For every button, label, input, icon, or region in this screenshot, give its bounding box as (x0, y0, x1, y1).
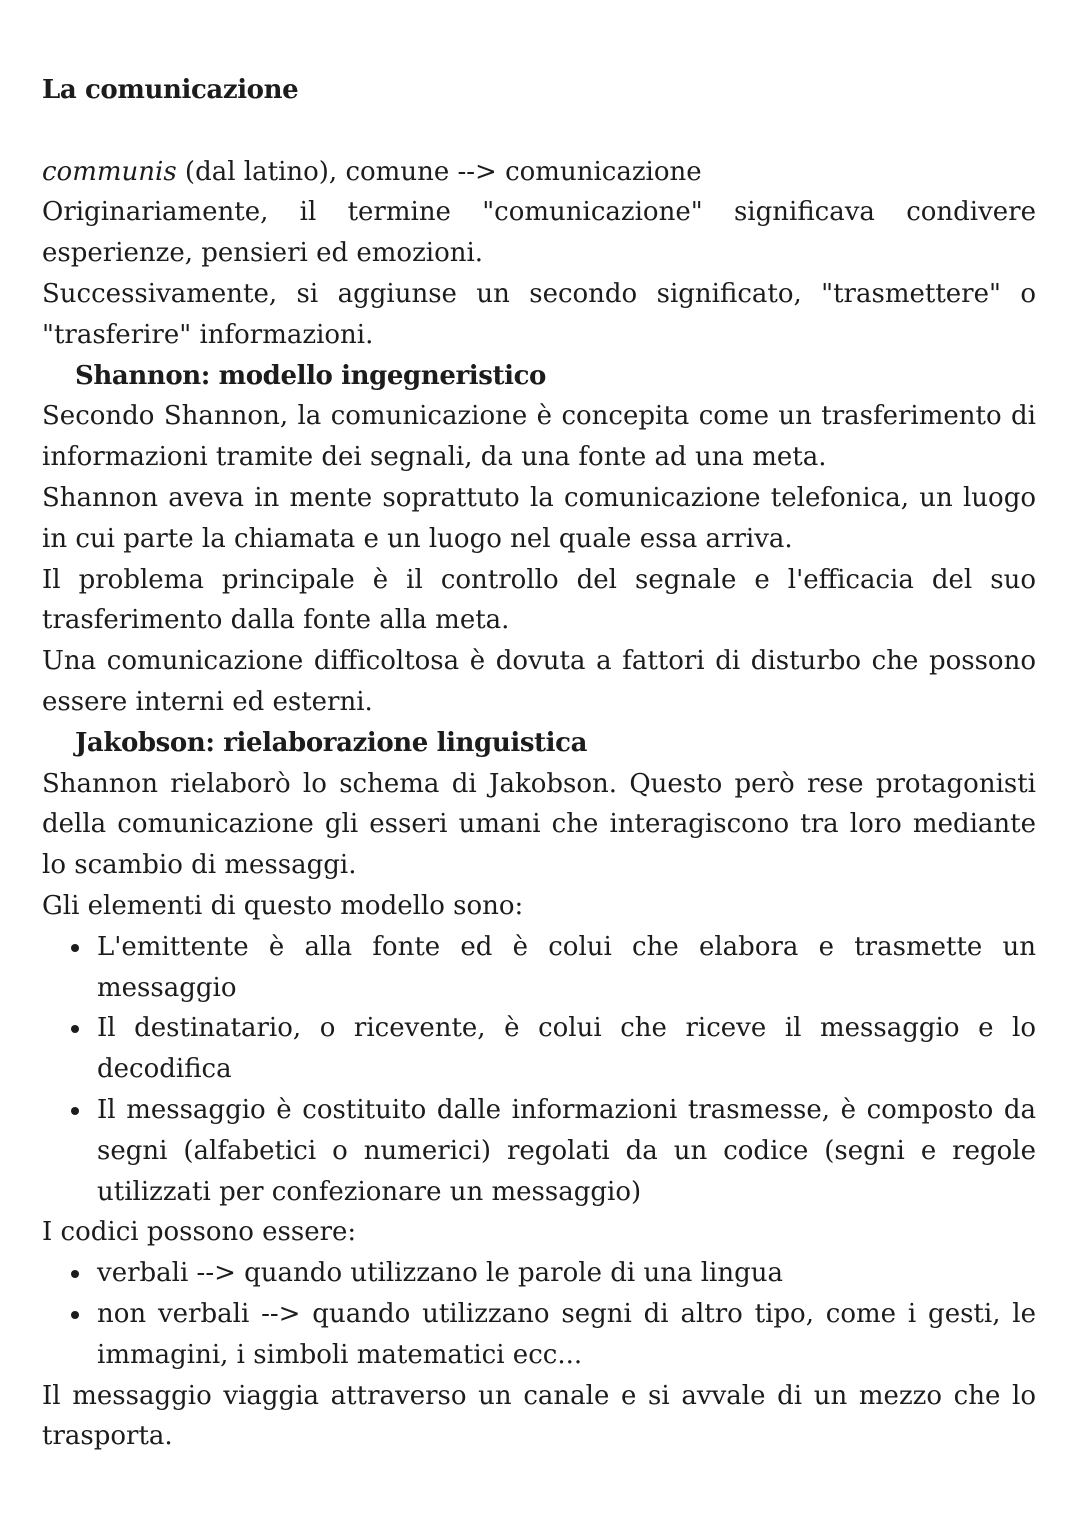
codes-list (42, 1253, 1036, 1375)
shannon-paragraph-1: Secondo Shannon, la comunicazione è concepita come un trasferimento di informazioni tramite dei segnali, da una fonte ad una meta. (42, 401, 1036, 473)
shannon-paragraph-4: Una comunicazione difficoltosa è dovuta a fattori di disturbo che possono essere interni ed esterni. (42, 646, 1036, 717)
shannon-paragraph-3: Il problema principale è il controllo del segnale e l'efficacia del suo trasferimento dalla fonte alla meta. (42, 564, 1036, 636)
jakobson-paragraph-1: Shannon rielaborò lo schema di Jakobson. Questo però rese protagonisti della comunicazione gli esseri umani che interagiscono tra loro mediante lo scambio di messaggi. (42, 768, 1036, 881)
list-item: Il messaggio è costituito dalle informazioni trasmesse, è composto da segni (alfabetici o numerici) regolati da un codice (segni e regole utilizzati per confezionare un messaggio) (42, 1090, 1036, 1212)
etymology-rest: (dal latino), comune --> comunicazione (176, 156, 702, 187)
list-item: Il destinatario, o ricevente, è colui che riceve il messaggio e lo decodifica (42, 1008, 1036, 1090)
intro-paragraph-1: Originariamente, il termine "comunicazione" significava condivere esperienze, pensieri ed emozioni. (42, 197, 1036, 269)
document-page (42, 70, 1036, 1457)
section-heading-shannon: Shannon: modello ingegneristico (75, 360, 546, 391)
list-item: non verbali --> quando utilizzano segni di altro tipo, come i gesti, le immagini, i simboli matematici ecc... (42, 1294, 1036, 1376)
page-title: La comunicazione (42, 75, 299, 105)
shannon-paragraph-2: Shannon aveva in mente soprattuto la comunicazione telefonica, un luogo in cui parte la chiamata e un luogo nel quale essa arriva. (42, 482, 1036, 554)
section-heading-jakobson: Jakobson: rielaborazione linguistica (75, 727, 588, 758)
jakobson-paragraph-3: I codici possono essere: (42, 1217, 357, 1248)
intro-paragraph-2: Successivamente, si aggiunse un secondo significato, "trasmettere" o "trasferire" informazioni. (42, 278, 1036, 350)
list-item: L'emittente è alla fonte ed è colui che elabora e trasmette un messaggio (42, 927, 1036, 1009)
jakobson-paragraph-2: Gli elementi di questo modello sono: (42, 890, 524, 921)
elements-list (42, 927, 1036, 1213)
etymology-line (42, 152, 1036, 193)
list-item: verbali --> quando utilizzano le parole di una lingua (42, 1253, 1036, 1294)
jakobson-paragraph-4: Il messaggio viaggia attraverso un canale e si avvale di un mezzo che lo trasporta. (42, 1380, 1036, 1452)
etymology-word: communis (42, 156, 177, 187)
